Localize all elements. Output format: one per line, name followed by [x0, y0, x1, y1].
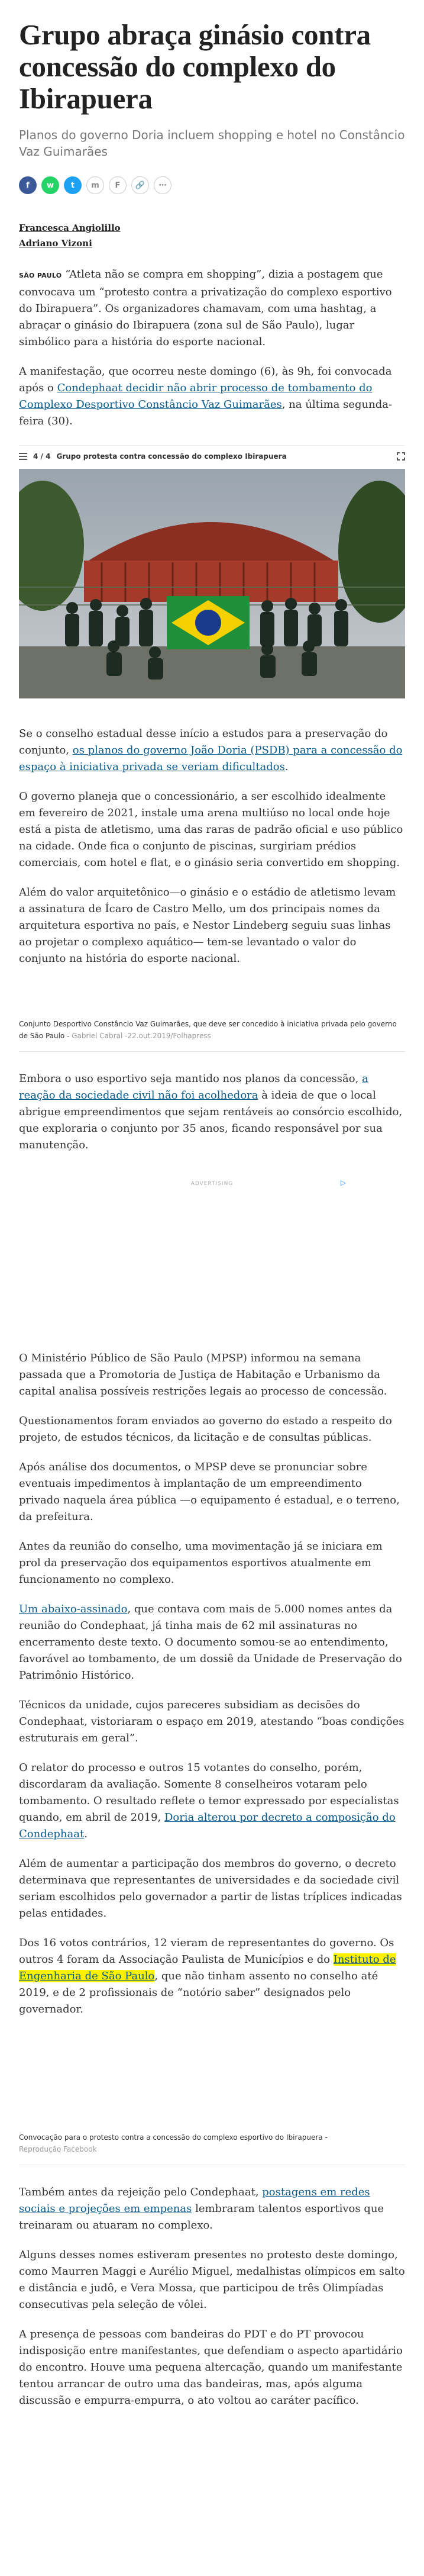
paragraph-text: à ideia de que o local abrigue empreendimentos que sejam rentáveis ao consórcio escolhido, que exploraria o conjunto por 35 anos, ficando responsável por sua manutenção. — [19, 1089, 403, 1151]
paragraph — [19, 1071, 405, 1154]
author-link[interactable]: Francesca Angiolillo — [19, 223, 121, 233]
twitter-share-button[interactable] — [64, 176, 82, 194]
whatsapp-share-button[interactable] — [41, 176, 59, 194]
caption-text: Conjunto Desportivo Constâncio Vaz Guimarães, que deve ser concedido à iniciativa privada pelo governo de São Paulo - — [19, 1020, 397, 1040]
embedded-image-area — [19, 2031, 405, 2131]
paragraph: Além de aumentar a participação dos membros do governo, o decreto determinava que representantes de universidades e da sociedade civil seriam escolhidos pelo governador a partir de listas tríplices indicadas pelas entidades. — [19, 1857, 402, 1920]
paragraph — [19, 1601, 405, 1684]
messenger-icon: m — [91, 181, 99, 190]
paragraph: O Ministério Público de São Paulo (MPSP) informou na semana passada que a Promotoria de Justiça de Habitação e Urbanismo da capital analisa possíveis restrições legais ao processo de concessão. — [19, 1352, 387, 1398]
paragraph: O governo planeja que o concessionário, a ser escolhido idealmente em fevereiro de 2021, instale uma arena multiúso no local onde hoje está a pista de atletismo, uma das raras de padrão oficial e uso público na cidade. Onde fica o conjunto de piscinas, surgiriam prédios comerciais, com hotel e flat, e o ginásio seria convertido em shopping. — [19, 790, 403, 869]
gallery-counter: 4 / 4 — [33, 452, 51, 461]
twitter-icon: t — [70, 181, 75, 190]
photo-caption — [19, 2131, 405, 2165]
photo-credit: Gabriel Cabral -22.out.2019/Folhapress — [72, 1032, 211, 1040]
paragraph — [19, 2184, 405, 2234]
photo-gallery — [19, 445, 405, 698]
paragraph-text: O relator do processo e outros 15 votantes do conselho, porém, discordaram da avaliação. Somente 8 conselheiros votaram pelo tombamento. O resultado reflete o temor expressado por especialistas quando, em abril de 2019, — [19, 1762, 399, 1824]
paragraph — [19, 266, 405, 350]
paragraph-text: . — [84, 1828, 88, 1840]
copy-link-button[interactable] — [131, 176, 149, 194]
paragraph: Alguns desses nomes estiveram presentes no protesto deste domingo, como Maurren Maggi e Aurélio Miguel, medalhistas olímpicos em salto e distância e judô, e Vera Mossa, que participou de três Olimpíadas consecutivas pela seleção de vôlei. — [19, 2249, 405, 2311]
gallery-title: Grupo protesta contra concessão do complexo Ibirapuera — [56, 452, 287, 461]
paragraph-text: , que não tinham assento no conselho até 2019, e de 2 profissionais de “notório saber” designados pelo governador. — [19, 1970, 378, 2015]
paragraph-text: , que contava com mais de 5.000 nomes antes da reunião do Condephaat, já tinha mais de 62 mil assinaturas no encerramento deste texto. O documento somou-se ao entendimento, favorável ao tombamento, de um dossiê da Unidade de Preservação do Patrimônio Histórico. — [19, 1603, 402, 1682]
paragraph — [19, 363, 405, 430]
inline-link[interactable]: postagens em redes sociais e projeções em empenas — [19, 2186, 370, 2215]
inline-link[interactable]: os planos do governo João Doria (PSDB) para a concessão do espaço à iniciativa privada se veriam dificultados — [19, 744, 403, 773]
paragraph-text: A manifestação, que ocorreu neste domingo (6), às 9h, foi convocada após o — [19, 365, 392, 394]
facebook-share-button[interactable] — [19, 176, 37, 194]
paragraph — [19, 726, 405, 775]
inline-link[interactable]: Doria alterou por decreto a composição do Condephaat — [19, 1811, 396, 1840]
paragraph-text: Embora o uso esportivo seja mantido nos planos da concessão, — [19, 1073, 362, 1085]
gallery-caption — [19, 1018, 405, 1052]
paragraph: Técnicos da unidade, cujos pareceres subsidiam as decisões do Condephaat, vistoriaram o espaço em 2019, atestando “boas condições estruturais em geral”. — [19, 1699, 404, 1744]
facebook-icon: f — [26, 181, 30, 190]
dateline: SÃO PAULO — [19, 272, 62, 279]
messenger-share-button[interactable] — [86, 176, 104, 194]
paragraph-text: , na última segunda-feira (30). — [19, 398, 393, 427]
inline-link[interactable]: Condephaat decidir não abrir processo de tombamento do Complexo Desportivo Constâncio Vaz Guimarães — [19, 382, 373, 411]
grid-icon[interactable] — [19, 453, 27, 460]
paragraph — [19, 1760, 405, 1843]
gallery-header — [19, 445, 405, 466]
whatsapp-icon: w — [46, 181, 54, 190]
paragraph: A presença de pessoas com bandeiras do PDT e do PT provocou indisposição entre manifestantes, que defendiam o aspecto apartidário do encontro. Houve uma pequena altercação, quando um manifestante tentou arrancar de outro uma das bandeiras, mas, após alguma discussão e empurra-empurra, o ato voltou ao caráter pacífico. — [19, 2328, 403, 2407]
paragraph-text: lembraram talentos esportivos que treinaram ou atuaram no complexo. — [19, 2203, 384, 2232]
paragraph: Questionamentos foram enviados ao governo do estado a respeito do projeto, de estudos técnicos, da licitação e de consultas públicas. — [19, 1415, 392, 1444]
photo-credit: Reprodução Facebook — [19, 2145, 97, 2153]
inline-link-highlighted[interactable]: Instituto de Engenharia de São Paulo — [19, 1953, 396, 1982]
caption-text: Convocação para o protesto contra a concessão do complexo esportivo do Ibirapuera - — [19, 2133, 328, 2142]
author-link[interactable]: Adriano Vizoni — [19, 238, 92, 249]
adchoices-icon[interactable]: ▷ — [340, 1178, 346, 1187]
inline-link[interactable]: Um abaixo-assinado — [19, 1603, 128, 1615]
article-body — [19, 266, 405, 2409]
subheadline: Planos do governo Doria incluem shopping e hotel no Constâncio Vaz Guimarães — [19, 128, 405, 159]
headline: Grupo abraça ginásio contra concessão do complexo do Ibirapuera — [19, 18, 371, 115]
paragraph — [19, 1935, 405, 2018]
paragraph: Após análise dos documentos, o MPSP deve se pronunciar sobre eventuais impedimentos à implantação de um empreendimento privado naquela área pública —o equipamento é estadual, e o terreno, da prefeitura. — [19, 1461, 400, 1523]
flipboard-share-button[interactable] — [109, 176, 127, 194]
advertisement-slot[interactable] — [19, 1167, 405, 1350]
ad-label: ADVERTISING — [190, 1181, 234, 1187]
link-icon: 🔗 — [135, 181, 145, 190]
paragraph-text: “Atleta não se compra em shopping”, dizia a postagem que convocava um “protesto contra a privatização do complexo esportivo do Ibirapuera”. Os organizadores chamavam, com uma hashtag, a abraçar o ginásio do Ibirapuera (zona sul de São Paulo), lugar simbólico para a história do esporte nacional. — [19, 268, 392, 348]
paragraph: Além do valor arquitetônico—o ginásio e o estádio de atletismo levam a assinatura de Ícaro de Castro Mello, um dos principais nomes da arquitetura esportiva no país, e Nestor Lindeberg seguiu suas linhas ao projetar o complexo aquático— tem-se levantado o valor do conjunto na história do esporte nacional. — [19, 886, 396, 965]
share-bar — [19, 175, 405, 195]
paragraph: Antes da reunião do conselho, uma movimentação já se iniciara em prol da preservação dos equipamentos esportivos atualmente em funcionamento no complexo. — [19, 1540, 383, 1586]
paragraph-text: Também antes da rejeição pelo Condephaat, — [19, 2186, 263, 2198]
paragraph-text: Dos 16 votos contrários, 12 vieram de representantes do governo. Os outros 4 foram da Associação Paulista de Municípios e do — [19, 1937, 394, 1966]
flipboard-icon: F — [115, 181, 121, 190]
paragraph-text: Se o conselho estadual desse início a estudos para a preservação do conjunto, — [19, 727, 388, 756]
paragraph-text: . — [284, 761, 289, 773]
inline-link[interactable]: a reação da sociedade civil não foi acolhedora — [19, 1073, 368, 1102]
gallery-photo[interactable] — [19, 469, 405, 698]
author-list — [19, 220, 405, 251]
more-share-button[interactable] — [154, 176, 171, 194]
fullscreen-icon[interactable] — [397, 452, 405, 461]
more-icon: ⋯ — [158, 181, 167, 190]
